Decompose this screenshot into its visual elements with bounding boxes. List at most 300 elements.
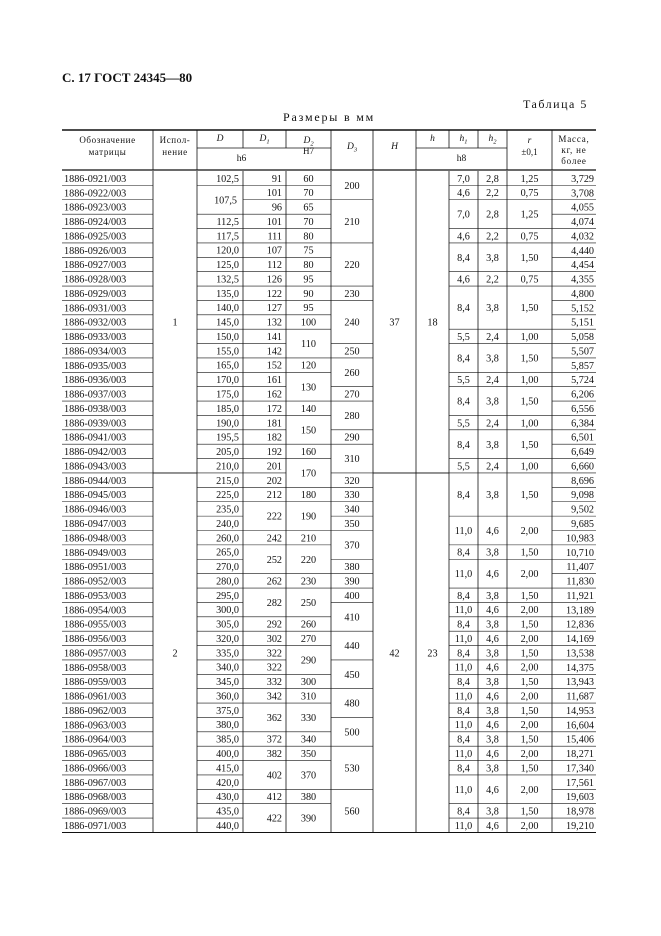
value-cell: 3,8 xyxy=(486,396,499,408)
header-version: Испол- xyxy=(159,135,191,145)
value-cell: 3,8 xyxy=(486,490,499,502)
value-cell: 155,0 xyxy=(216,346,239,358)
value-cell: 215,0 xyxy=(216,475,239,487)
value-cell: 3,8 xyxy=(486,705,499,717)
mass-cell: 10,983 xyxy=(565,533,594,545)
header-r-tolerance: ±0,1 xyxy=(521,147,538,157)
value-cell: 320,0 xyxy=(216,633,239,645)
mass-cell: 11,921 xyxy=(566,590,594,602)
value-cell: 3,8 xyxy=(486,252,499,264)
value-cell: 1,50 xyxy=(520,439,539,451)
designation-cell: 1886-0941/003 xyxy=(64,432,127,444)
value-cell: 200 xyxy=(344,180,360,192)
mass-cell: 12,836 xyxy=(565,619,594,631)
value-cell: 120,0 xyxy=(216,245,239,257)
value-cell: 290 xyxy=(300,655,317,667)
value-cell: 412 xyxy=(266,792,282,804)
value-cell: 375,0 xyxy=(216,705,239,717)
value-cell: 100 xyxy=(300,317,317,329)
value-cell: 126 xyxy=(266,274,282,286)
mass-cell: 5,058 xyxy=(571,332,594,344)
value-cell: 3,8 xyxy=(486,763,499,775)
value-cell: 132,5 xyxy=(216,274,239,286)
value-cell: 161 xyxy=(266,375,282,387)
value-cell: 290 xyxy=(344,432,360,444)
header-D1: $D_1$ xyxy=(259,134,270,146)
value-cell: 80 xyxy=(303,231,314,243)
value-cell: 2,2 xyxy=(486,231,499,243)
header-designation: матрицы xyxy=(88,147,127,157)
value-cell: 11,0 xyxy=(454,569,473,581)
designation-cell: 1886-0937/003 xyxy=(64,389,127,401)
value-cell: 190,0 xyxy=(216,418,239,430)
value-cell: 4,6 xyxy=(457,231,470,243)
value-cell: 1,50 xyxy=(520,677,539,689)
value-cell: 70 xyxy=(303,188,314,200)
value-cell: 112,5 xyxy=(216,216,239,228)
value-cell: 120 xyxy=(300,360,317,372)
value-cell: 480 xyxy=(344,698,360,710)
value-cell: 4,6 xyxy=(486,605,499,617)
value-cell: 360,0 xyxy=(216,691,239,703)
value-cell: 235,0 xyxy=(216,504,239,516)
value-cell: 370 xyxy=(300,770,317,782)
value-cell: 150 xyxy=(300,425,317,437)
designation-cell: 1886-0946/003 xyxy=(64,504,127,516)
mass-cell: 6,384 xyxy=(571,418,594,430)
header-h8: h8 xyxy=(456,154,467,164)
value-cell: 96 xyxy=(271,202,282,214)
value-cell: 195,5 xyxy=(216,432,239,444)
value-cell: 320 xyxy=(344,475,360,487)
designation-cell: 1886-0926/003 xyxy=(64,245,127,257)
value-cell: 80 xyxy=(303,260,314,272)
mass-cell: 5,152 xyxy=(571,303,594,315)
value-cell: 205,0 xyxy=(216,447,239,459)
value-cell: 1,50 xyxy=(520,763,539,775)
value-cell: 4,6 xyxy=(457,188,470,200)
mass-cell: 14,953 xyxy=(565,705,594,717)
designation-cell: 1886-0924/003 xyxy=(64,217,127,229)
value-cell: 210,0 xyxy=(216,461,239,473)
mass-cell: 5,151 xyxy=(571,317,594,329)
value-cell: 380 xyxy=(344,562,360,574)
designation-cell: 1886-0923/003 xyxy=(64,202,127,214)
value-cell: 2 xyxy=(172,648,178,660)
value-cell: 127 xyxy=(266,303,282,315)
mass-cell: 17,561 xyxy=(565,777,594,789)
designation-cell: 1886-0948/003 xyxy=(64,533,127,545)
value-cell: 270 xyxy=(344,389,360,401)
mass-cell: 9,098 xyxy=(571,490,594,502)
value-cell: 3,8 xyxy=(486,353,499,365)
value-cell: 141 xyxy=(266,331,282,343)
value-cell: 270 xyxy=(300,633,317,645)
designation-cell: 1886-0942/003 xyxy=(64,447,127,459)
value-cell: 102,5 xyxy=(216,173,239,185)
value-cell: 117,5 xyxy=(216,231,239,243)
value-cell: 3,8 xyxy=(486,547,499,559)
designation-cell: 1886-0964/003 xyxy=(64,734,127,746)
value-cell: 262 xyxy=(266,576,282,588)
mass-cell: 13,538 xyxy=(565,648,594,660)
designation-cell: 1886-0947/003 xyxy=(64,519,127,530)
mass-cell: 18,271 xyxy=(565,749,594,761)
value-cell: 11,0 xyxy=(454,662,473,674)
value-cell: 2,00 xyxy=(520,784,539,796)
value-cell: 8,4 xyxy=(457,547,470,559)
value-cell: 2,00 xyxy=(520,748,539,760)
value-cell: 4,6 xyxy=(486,662,499,674)
page-header: С. 17 ГОСТ 24345—80 xyxy=(62,70,193,85)
value-cell: 0,75 xyxy=(520,188,539,200)
value-cell: 1,25 xyxy=(520,209,539,221)
value-cell: 340 xyxy=(300,734,317,746)
value-cell: 1,50 xyxy=(520,303,539,315)
value-cell: 435,0 xyxy=(216,806,239,818)
value-cell: 11,0 xyxy=(454,633,473,645)
value-cell: 302 xyxy=(266,633,282,645)
mass-cell: 4,800 xyxy=(571,288,594,300)
value-cell: 292 xyxy=(266,619,282,631)
header-h6: h6 xyxy=(236,154,247,164)
designation-cell: 1886-0949/003 xyxy=(64,547,127,559)
value-cell: 202 xyxy=(266,475,282,487)
value-cell: 101 xyxy=(266,188,282,200)
designation-cell: 1886-0943/003 xyxy=(64,461,127,473)
value-cell: 400,0 xyxy=(216,748,239,760)
sizes-caption: Размеры в мм xyxy=(283,110,376,124)
value-cell: 385,0 xyxy=(216,734,239,746)
value-cell: 280,0 xyxy=(216,576,239,588)
designation-cell: 1886-0951/003 xyxy=(64,562,127,574)
mass-cell: 11,407 xyxy=(566,562,594,574)
value-cell: 8,4 xyxy=(457,353,470,365)
value-cell: 340,0 xyxy=(216,662,239,674)
value-cell: 2,8 xyxy=(486,209,499,221)
value-cell: 95 xyxy=(303,303,314,315)
value-cell: 382 xyxy=(266,748,282,760)
designation-cell: 1886-0959/003 xyxy=(64,677,127,689)
value-cell: 342 xyxy=(266,691,282,703)
value-cell: 2,00 xyxy=(520,720,539,732)
designation-cell: 1886-0967/003 xyxy=(64,777,127,789)
value-cell: 422 xyxy=(266,813,282,825)
value-cell: 1,50 xyxy=(520,806,539,818)
value-cell: 125,0 xyxy=(216,260,239,272)
value-cell: 150,0 xyxy=(216,331,239,343)
value-cell: 90 xyxy=(303,288,314,300)
mass-cell: 6,501 xyxy=(571,432,594,444)
value-cell: 370 xyxy=(344,540,360,552)
value-cell: 1,50 xyxy=(520,705,539,717)
value-cell: 170,0 xyxy=(216,375,239,387)
value-cell: 0,75 xyxy=(520,274,539,286)
value-cell: 130 xyxy=(300,382,317,394)
designation-cell: 1886-0925/003 xyxy=(64,231,127,243)
designation-cell: 1886-0928/003 xyxy=(64,274,127,286)
designation-cell: 1886-0932/003 xyxy=(64,317,127,329)
mass-cell: 11,830 xyxy=(566,576,594,588)
value-cell: 390 xyxy=(344,576,360,588)
value-cell: 440 xyxy=(344,641,360,653)
value-cell: 5,5 xyxy=(457,331,470,343)
value-cell: 3,8 xyxy=(486,648,499,660)
value-cell: 400 xyxy=(344,590,360,602)
mass-cell: 5,507 xyxy=(571,346,594,358)
value-cell: 107 xyxy=(266,245,282,257)
value-cell: 7,0 xyxy=(457,173,470,185)
value-cell: 430,0 xyxy=(216,792,239,804)
mass-cell: 6,649 xyxy=(571,447,594,459)
value-cell: 170 xyxy=(300,468,317,480)
value-cell: 330 xyxy=(344,490,360,502)
value-cell: 180 xyxy=(300,490,317,502)
value-cell: 260,0 xyxy=(216,533,239,545)
designation-cell: 1886-0921/003 xyxy=(64,173,127,185)
value-cell: 132 xyxy=(266,317,282,329)
value-cell: 2,8 xyxy=(486,173,499,185)
value-cell: 2,00 xyxy=(520,820,539,832)
value-cell: 4,6 xyxy=(486,784,499,796)
value-cell: 2,00 xyxy=(520,691,539,703)
mass-cell: 19,210 xyxy=(565,820,594,832)
header-D3: $D_3$ xyxy=(346,142,358,154)
value-cell: 3,8 xyxy=(486,439,499,451)
value-cell: 420,0 xyxy=(216,777,239,789)
value-cell: 101 xyxy=(266,216,282,228)
value-cell: 222 xyxy=(266,511,282,523)
designation-cell: 1886-0955/003 xyxy=(64,619,127,631)
mass-cell: 9,685 xyxy=(571,519,594,530)
value-cell: 530 xyxy=(344,763,360,775)
header-D: D xyxy=(216,134,224,144)
value-cell: 2,2 xyxy=(486,188,499,200)
value-cell: 300 xyxy=(300,677,317,689)
value-cell: 1,50 xyxy=(520,648,539,660)
value-cell: 3,8 xyxy=(486,619,499,631)
mass-cell: 13,189 xyxy=(565,605,594,617)
value-cell: 380,0 xyxy=(216,720,239,732)
value-cell: 2,4 xyxy=(486,331,499,343)
value-cell: 270,0 xyxy=(216,562,239,574)
value-cell: 390 xyxy=(300,813,317,825)
value-cell: 8,4 xyxy=(457,648,470,660)
designation-cell: 1886-0927/003 xyxy=(64,260,127,272)
value-cell: 4,6 xyxy=(486,748,499,760)
designation-cell: 1886-0933/003 xyxy=(64,332,127,344)
value-cell: 2,4 xyxy=(486,418,499,430)
designation-cell: 1886-0931/003 xyxy=(64,303,127,315)
value-cell: 212 xyxy=(266,490,282,502)
value-cell: 1,00 xyxy=(520,418,539,430)
mass-cell: 9,502 xyxy=(571,504,594,516)
table-body xyxy=(62,171,596,832)
designation-cell: 1886-0936/003 xyxy=(64,375,127,387)
header-designation: Обозначение xyxy=(79,135,136,145)
value-cell: 145,0 xyxy=(216,317,239,329)
designation-cell: 1886-0962/003 xyxy=(64,705,127,717)
value-cell: 11,0 xyxy=(454,784,473,796)
value-cell: 160 xyxy=(300,447,317,459)
value-cell: 380 xyxy=(300,792,317,804)
value-cell: 60 xyxy=(303,173,314,185)
value-cell: 250 xyxy=(300,598,317,609)
designation-cell: 1886-0957/003 xyxy=(64,648,127,660)
value-cell: 172 xyxy=(266,403,282,415)
mass-cell: 15,406 xyxy=(565,734,594,746)
value-cell: 5,5 xyxy=(457,461,470,473)
value-cell: 265,0 xyxy=(216,547,239,559)
designation-cell: 1886-0958/003 xyxy=(64,662,127,674)
designation-cell: 1886-0971/003 xyxy=(64,820,127,832)
value-cell: 70 xyxy=(303,216,314,228)
value-cell: 450 xyxy=(344,669,360,681)
value-cell: 310 xyxy=(300,691,317,703)
table-number: Таблица 5 xyxy=(523,97,588,111)
value-cell: 2,2 xyxy=(486,274,499,286)
value-cell: 3,8 xyxy=(486,806,499,818)
header-h1: $h_1$ xyxy=(459,134,468,146)
value-cell: 402 xyxy=(266,770,282,782)
value-cell: 2,4 xyxy=(486,461,499,473)
value-cell: 362 xyxy=(266,713,282,725)
value-cell: 142 xyxy=(266,346,282,358)
designation-cell: 1886-0956/003 xyxy=(64,634,127,646)
value-cell: 8,4 xyxy=(457,439,470,451)
value-cell: 260 xyxy=(300,619,317,631)
value-cell: 3,8 xyxy=(486,590,499,602)
designation-cell: 1886-0969/003 xyxy=(64,806,127,818)
value-cell: 230 xyxy=(300,576,317,588)
value-cell: 185,0 xyxy=(216,403,239,415)
value-cell: 4,6 xyxy=(486,569,499,581)
value-cell: 162 xyxy=(266,389,282,401)
mass-cell: 5,724 xyxy=(571,375,594,387)
designation-cell: 1886-0963/003 xyxy=(64,720,127,732)
header-mass: кг, не xyxy=(561,145,587,155)
mass-cell: 19,603 xyxy=(565,792,594,804)
value-cell: 410 xyxy=(344,612,360,624)
designation-cell: 1886-0965/003 xyxy=(64,749,127,761)
value-cell: 335,0 xyxy=(216,648,239,660)
value-cell: 2,00 xyxy=(520,526,539,538)
value-cell: 181 xyxy=(266,418,282,430)
value-cell: 4,6 xyxy=(486,526,499,538)
value-cell: 2,00 xyxy=(520,633,539,645)
value-cell: 8,4 xyxy=(457,806,470,818)
value-cell: 152 xyxy=(266,360,282,372)
mass-cell: 14,375 xyxy=(565,662,594,674)
value-cell: 3,8 xyxy=(486,303,499,315)
mass-cell: 18,978 xyxy=(565,806,594,818)
value-cell: 225,0 xyxy=(216,490,239,502)
mass-cell: 3,708 xyxy=(571,188,594,200)
value-cell: 37 xyxy=(389,317,400,329)
value-cell: 305,0 xyxy=(216,619,239,631)
value-cell: 3,8 xyxy=(486,677,499,689)
value-cell: 295,0 xyxy=(216,590,239,602)
mass-cell: 14,169 xyxy=(565,634,594,646)
value-cell: 1,50 xyxy=(520,734,539,746)
value-cell: 107,5 xyxy=(214,195,237,207)
mass-cell: 11,687 xyxy=(566,691,594,703)
value-cell: 1,50 xyxy=(520,590,539,602)
value-cell: 210 xyxy=(300,533,317,545)
designation-cell: 1886-0954/003 xyxy=(64,605,127,617)
value-cell: 1,50 xyxy=(520,619,539,631)
value-cell: 1 xyxy=(172,317,178,329)
value-cell: 322 xyxy=(266,662,282,674)
value-cell: 122 xyxy=(266,288,282,300)
header-h2: $h_2$ xyxy=(488,134,497,146)
value-cell: 0,75 xyxy=(520,231,539,243)
mass-cell: 4,074 xyxy=(571,217,594,229)
value-cell: 330 xyxy=(300,713,317,725)
mass-cell: 4,440 xyxy=(571,245,594,257)
header-D2: $D_2$ xyxy=(303,136,314,148)
value-cell: 372 xyxy=(266,734,282,746)
header-mass: более xyxy=(561,156,587,166)
value-cell: 11,0 xyxy=(454,691,473,703)
value-cell: 165,0 xyxy=(216,360,239,372)
value-cell: 11,0 xyxy=(454,526,473,538)
mass-cell: 4,032 xyxy=(571,231,594,243)
value-cell: 1,50 xyxy=(520,353,539,365)
value-cell: 1,00 xyxy=(520,461,539,473)
value-cell: 440,0 xyxy=(216,820,239,832)
value-cell: 11,0 xyxy=(454,820,473,832)
value-cell: 240 xyxy=(344,317,360,329)
value-cell: 2,4 xyxy=(486,375,499,387)
value-cell: 175,0 xyxy=(216,389,239,401)
header-r: r xyxy=(527,136,532,146)
designation-cell: 1886-0952/003 xyxy=(64,576,127,588)
value-cell: 2,00 xyxy=(520,662,539,674)
value-cell: 1,00 xyxy=(520,331,539,343)
value-cell: 345,0 xyxy=(216,677,239,689)
designation-cell: 1886-0934/003 xyxy=(64,346,127,358)
value-cell: 282 xyxy=(266,598,282,609)
value-cell: 65 xyxy=(303,202,314,214)
value-cell: 5,5 xyxy=(457,375,470,387)
value-cell: 18 xyxy=(427,317,438,329)
value-cell: 500 xyxy=(344,727,360,739)
value-cell: 8,4 xyxy=(457,396,470,408)
value-cell: 415,0 xyxy=(216,763,239,775)
designation-cell: 1886-0929/003 xyxy=(64,288,127,300)
value-cell: 250 xyxy=(344,346,360,358)
value-cell: 4,6 xyxy=(486,820,499,832)
value-cell: 242 xyxy=(266,533,282,545)
value-cell: 1,50 xyxy=(520,396,539,408)
mass-cell: 8,696 xyxy=(571,475,594,487)
designation-cell: 1886-0935/003 xyxy=(64,360,127,372)
value-cell: 4,6 xyxy=(457,274,470,286)
value-cell: 332 xyxy=(266,677,282,689)
value-cell: 8,4 xyxy=(457,734,470,746)
value-cell: 8,4 xyxy=(457,252,470,264)
value-cell: 2,00 xyxy=(520,569,539,581)
value-cell: 140,0 xyxy=(216,303,239,315)
value-cell: 4,6 xyxy=(486,633,499,645)
value-cell: 240,0 xyxy=(216,518,239,530)
value-cell: 11,0 xyxy=(454,605,473,617)
designation-cell: 1886-0939/003 xyxy=(64,418,127,430)
value-cell: 2,00 xyxy=(520,605,539,617)
value-cell: 220 xyxy=(300,554,317,566)
value-cell: 322 xyxy=(266,648,282,660)
